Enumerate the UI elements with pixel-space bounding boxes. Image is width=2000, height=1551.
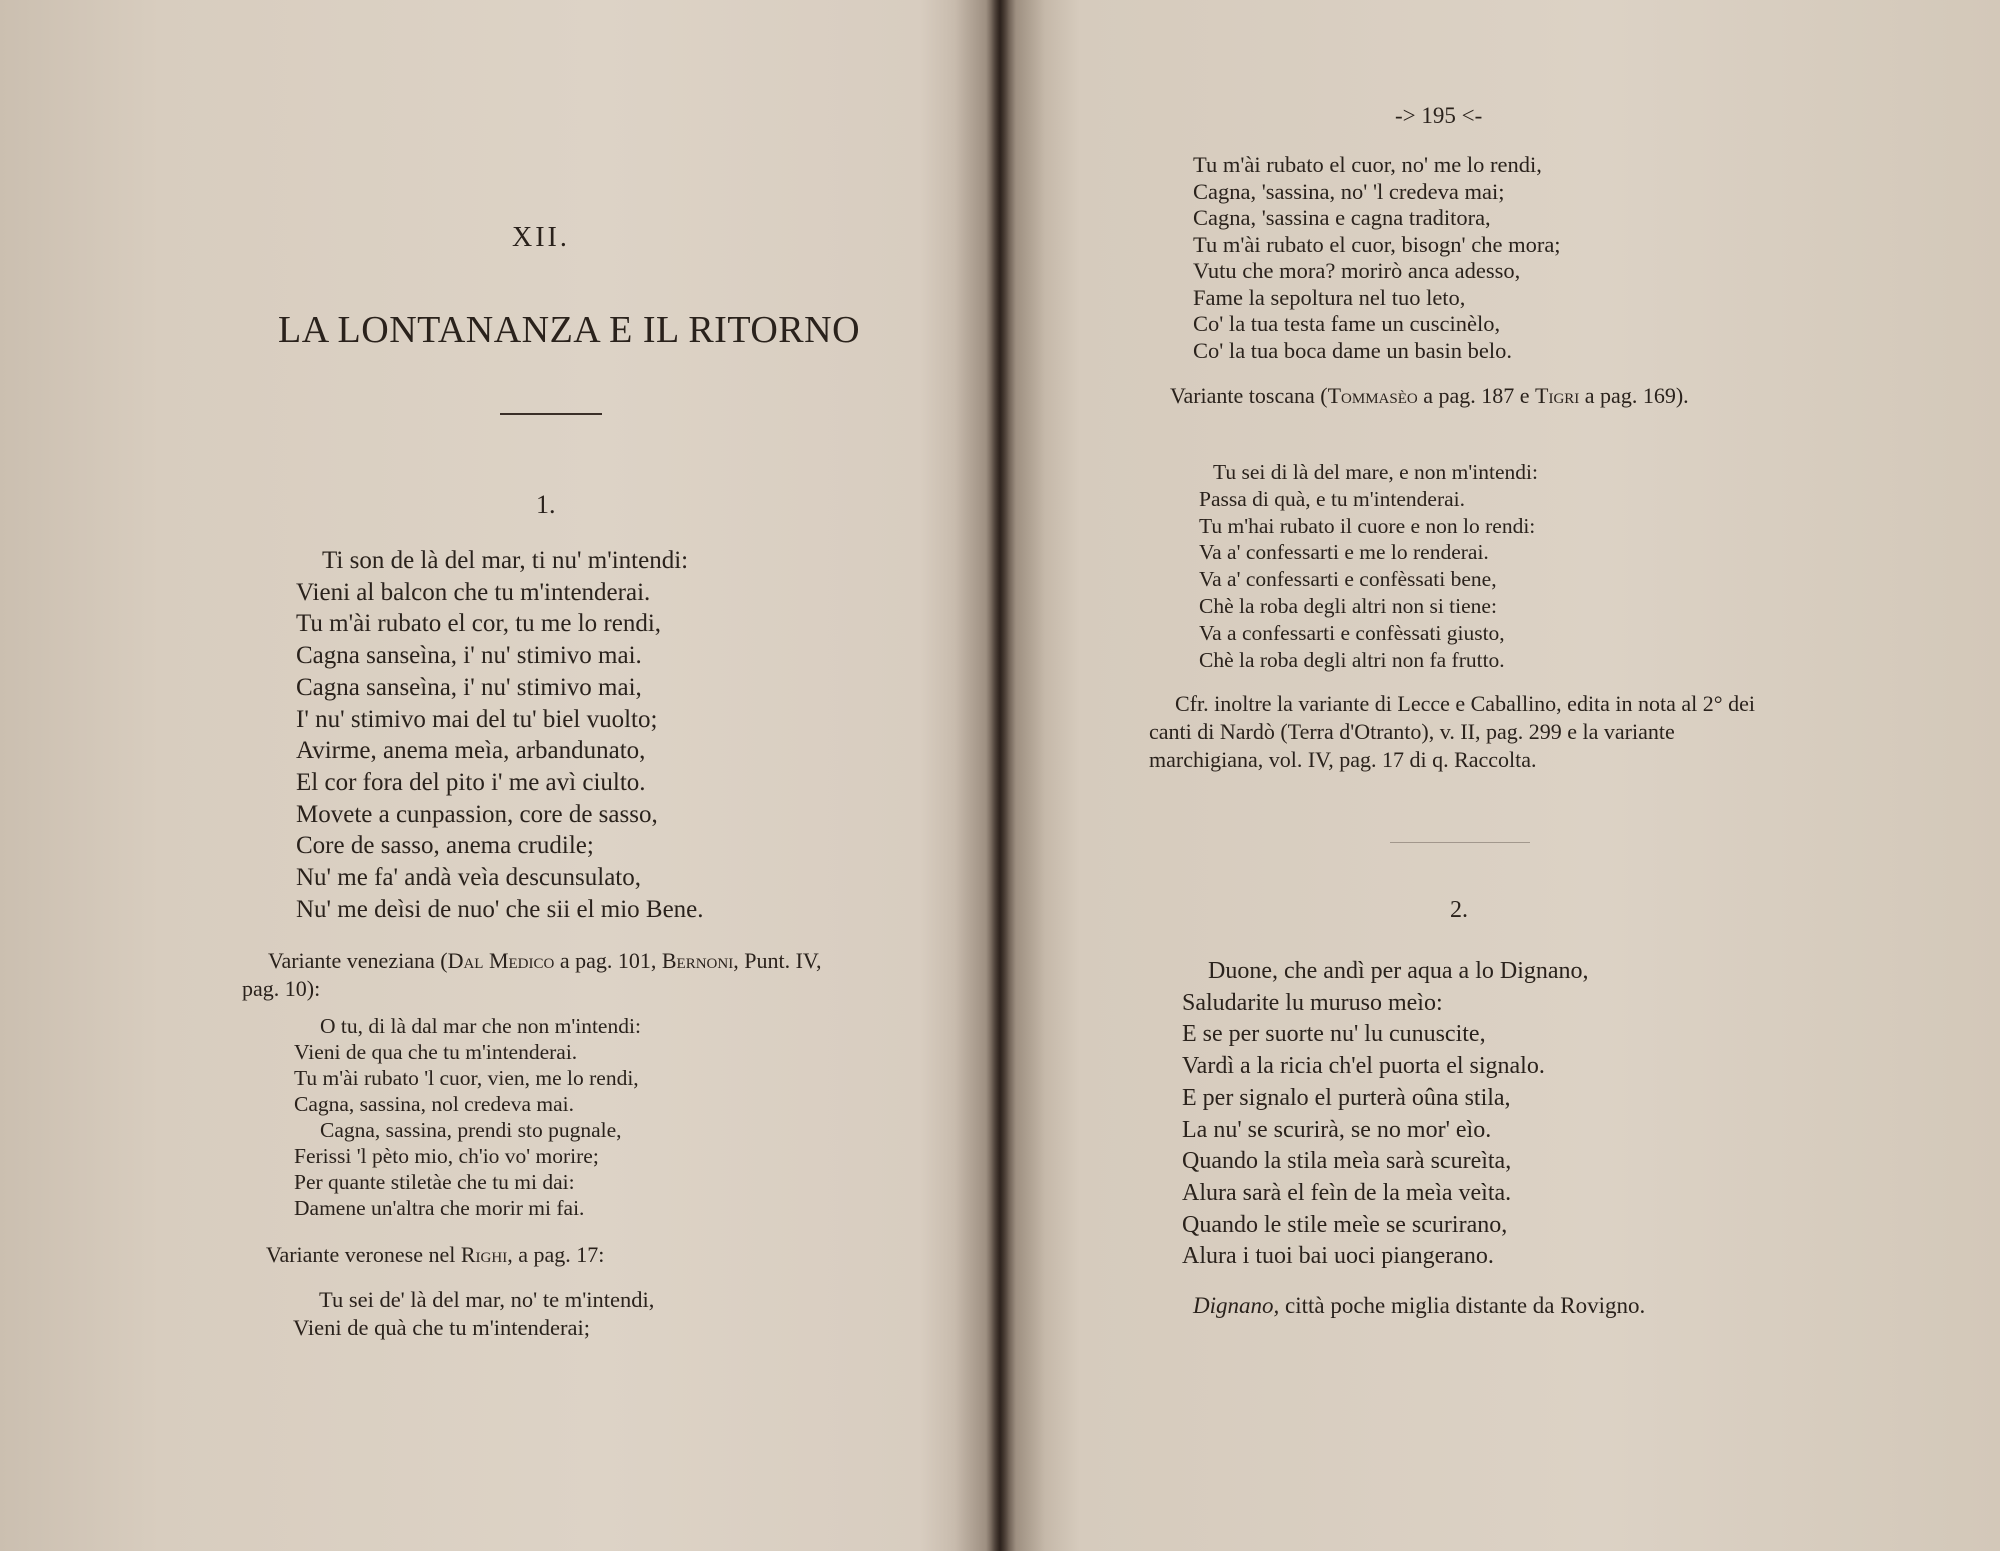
place-name: Dignano, [1193, 1293, 1280, 1318]
verse-line: Core de sasso, anema crudile; [296, 832, 594, 860]
verse-line: Chè la roba degli altri non fa frutto. [1199, 647, 1505, 672]
variant-tuscan-note [1144, 382, 1764, 410]
verse-line: Quando le stile meìe se scurirano, [1182, 1211, 1508, 1238]
verse-line: Tu sei de' là del mar, no' te m'intendi, [319, 1287, 655, 1312]
verse-line: Alura sarà el feìn de la meìa veìta. [1182, 1179, 1512, 1206]
verse-line: Cagna, sassina, nol credeva mai. [294, 1092, 575, 1116]
poem-number: 2. [1450, 897, 1468, 923]
variant-veronese-verse [293, 1286, 654, 1342]
verse-line: Tu m'ài rubato el cuor, no' me lo rendi, [1193, 152, 1542, 177]
author-name: Bernoni [661, 948, 734, 973]
place-footnote [1193, 1293, 1645, 1319]
verse-line: Passa di quà, e tu m'intenderai. [1199, 486, 1465, 511]
variant-text: a pag. 101, [554, 948, 657, 973]
author-name: Righi [460, 1242, 508, 1267]
verse-line: Tu m'ài rubato 'l cuor, vien, me lo rendi, [294, 1066, 639, 1090]
section-rule [1390, 842, 1530, 843]
variant-tuscan-verse [1199, 459, 1538, 673]
variant-text: Variante toscana ( [1170, 383, 1328, 408]
verse-line: Va a' confessarti e me lo renderai. [1199, 540, 1489, 565]
cross-reference-note: Cfr. inoltre la variante di Lecce e Caballino, edita in nota al 2° dei canti di Nardò (Terra d'Otranto), v. II, pag. 299 e la variante marchigiana, vol. IV, pag. 17 di q. Raccolta. [1149, 691, 1755, 772]
verse-line: Cagna, 'sassina, no' 'l credeva mai; [1193, 178, 1505, 204]
verse-line: E per signalo el purterà oûna stila, [1182, 1084, 1511, 1111]
poem-stanza [1182, 956, 1589, 1273]
verse-line: Ti son de là del mar, ti nu' m'intendi: [322, 547, 689, 574]
author-name: Tigri [1535, 383, 1580, 408]
verse-line: Saludarite lu muruso meìo: [1182, 989, 1443, 1016]
verse-line: La nu' se scurirà, se no mor' eìo. [1182, 1116, 1492, 1143]
chapter-title: LA LONTANANZA E IL RITORNO [278, 309, 861, 351]
poem-stanza [296, 545, 704, 925]
verse-line: Tu m'hai rubato il cuore e non lo rendi: [1199, 513, 1536, 538]
variant-veronese-note [266, 1241, 604, 1269]
poem-continuation [1193, 152, 1561, 364]
variant-text: Variante veronese nel [266, 1242, 461, 1267]
chapter-number: XII. [512, 222, 570, 253]
verse-line: Quando la stila meìa sarà scureìta, [1182, 1148, 1512, 1175]
footnote-text: città poche miglia distante da Rovigno. [1279, 1293, 1646, 1318]
verse-line: Vutu che mora? morirò anca adesso, [1193, 258, 1521, 283]
verse-line: Duone, che andì per aqua a lo Dignano, [1208, 958, 1589, 984]
verse-line: Cagna, 'sassina e cagna traditora, [1193, 205, 1491, 230]
left-page [0, 0, 990, 1551]
verse-line: Tu m'ài rubato el cor, tu me lo rendi, [296, 610, 662, 638]
verse-line: Chè la roba degli altri non si tiene: [1199, 593, 1497, 618]
verse-line: Vardì a la ricia ch'el puorta el signalo. [1182, 1053, 1545, 1080]
variant-venetian-note [242, 947, 854, 1003]
verse-line: Movete a cunpassion, core de sasso, [296, 800, 658, 828]
verse-line: El cor fora del pito i' me avì ciulto. [296, 768, 646, 796]
verse-line: Va a' confessarti e confèssati bene, [1199, 567, 1497, 592]
author-name: Tommasèo [1327, 383, 1418, 408]
verse-line: Avirme, anema meìa, arbandunato, [296, 737, 646, 765]
verse-line: Nu' me fa' andà veìa descunsulato, [296, 864, 641, 892]
verse-line: Tu m'ài rubato el cuor, bisogn' che mora; [1193, 231, 1561, 257]
verse-line: Vieni de qua che tu m'intenderai. [294, 1040, 578, 1064]
variant-text: a pag. 187 e [1417, 383, 1536, 408]
verse-line: Damene un'altra che morir mi fai. [294, 1196, 585, 1220]
verse-line: Co' la tua testa fame un cuscinèlo, [1193, 311, 1501, 336]
title-rule [500, 413, 602, 415]
verse-line: Cagna sanseìna, i' nu' stimivo mai, [296, 673, 642, 701]
right-page [1005, 0, 2000, 1551]
verse-line: Ferissi 'l pèto mio, ch'io vo' morire; [294, 1144, 599, 1168]
verse-line: Cagna, sassina, prendi sto pugnale, [320, 1118, 622, 1142]
verse-line: Per quante stiletàe che tu mi dai: [294, 1170, 575, 1194]
verse-line: Vieni de quà che tu m'intenderai; [293, 1315, 590, 1340]
poem-number: 1. [536, 490, 556, 519]
verse-line: Co' la tua boca dame un basin belo. [1193, 337, 1512, 363]
variant-text: , a pag. 17: [507, 1242, 605, 1267]
verse-line: O tu, di là dal mar che non m'intendi: [320, 1014, 641, 1038]
page-number-header: -> 195 <- [1395, 103, 1483, 128]
verse-line: Nu' me deìsi de nuo' che sii el mio Bene. [296, 895, 704, 923]
verse-line: Vieni al balcon che tu m'intenderai. [296, 578, 651, 606]
variant-venetian-verse [294, 1013, 641, 1221]
verse-line: Va a confessarti e confèssati giusto, [1199, 620, 1505, 645]
variant-text: a pag. 169). [1579, 383, 1689, 408]
author-name: Dal Medico [447, 948, 555, 973]
verse-line: Fame la sepoltura nel tuo leto, [1193, 284, 1466, 310]
verse-line: Alura i tuoi bai uoci piangerano. [1182, 1243, 1494, 1270]
verse-line: I' nu' stimivo mai del tu' biel vuolto; [296, 705, 658, 733]
verse-line: Cagna sanseìna, i' nu' stimivo mai. [296, 642, 642, 670]
verse-line: Tu sei di là del mare, e non m'intendi: [1213, 460, 1538, 484]
variant-text: Variante veneziana ( [268, 948, 448, 973]
variant-text: , Punt. IV, pag. 10): [242, 948, 822, 1001]
verse-line: E se per suorte nu' lu cunuscite, [1182, 1021, 1486, 1048]
